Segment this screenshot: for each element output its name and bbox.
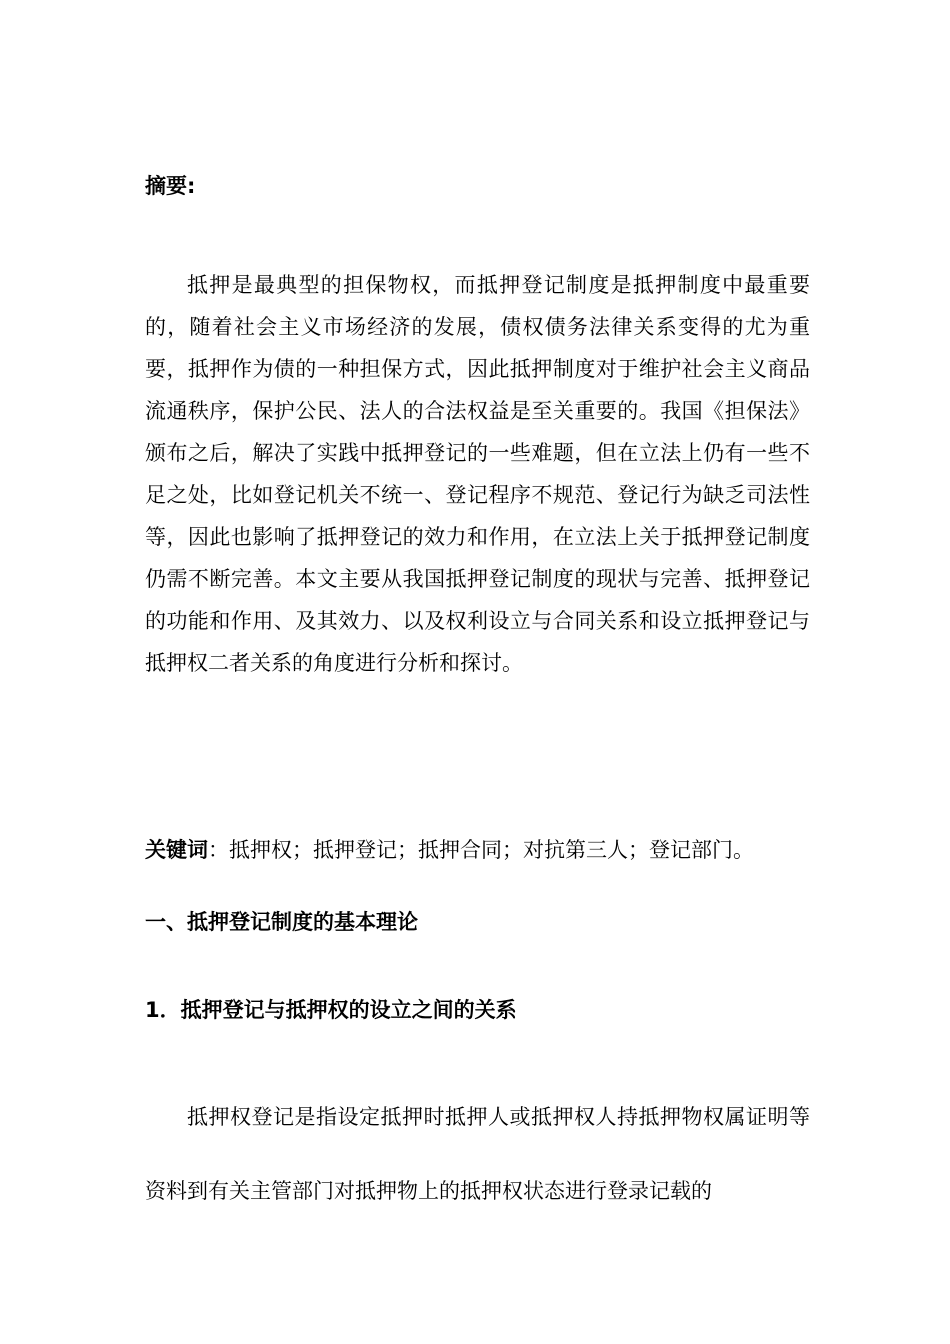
keywords-text: ：抵押权；抵押登记；抵押合同；对抗第三人；登记部门。 bbox=[208, 838, 754, 862]
subsection-title: 1．抵押登记与抵押权的设立之间的关系 bbox=[145, 998, 517, 1022]
abstract-label: 摘要: bbox=[145, 174, 196, 198]
abstract-body: 抵押是最典型的担保物权，而抵押登记制度是抵押制度中最重要的，随着社会主义市场经济的发展，债权债务法律关系变得的尤为重要，抵押作为债的一种担保方式，因此抵押制度对于维护社会主义商品流通秩序，保护公民、法人的合法权益是至关重要的。我国《担保法》颁布之后，解决了实践中抵押登记的一些难题，但在立法上仍有一些不足之处，比如登记机关不统一、登记程序不规范、登记行为缺乏司法性等，因此也影响了抵押登记的效力和作用，在立法上关于抵押登记制度仍需不断完善。本文主要从我国抵押登记制度的现状与完善、抵押登记的功能和作用、及其效力、以及权利设立与合同关系和设立抵押登记与抵押权二者关系的角度进行分析和探讨。 bbox=[145, 273, 810, 675]
keywords-line bbox=[145, 834, 825, 866]
body-paragraph: 抵押权登记是指设定抵押时抵押人或抵押权人持抵押物权属证明等资料到有关主管部门对抵押物上的抵押权状态进行登录记载的 bbox=[145, 1105, 810, 1203]
section-title: 一、抵押登记制度的基本理论 bbox=[145, 910, 418, 934]
keywords-label: 关键词 bbox=[145, 838, 208, 862]
